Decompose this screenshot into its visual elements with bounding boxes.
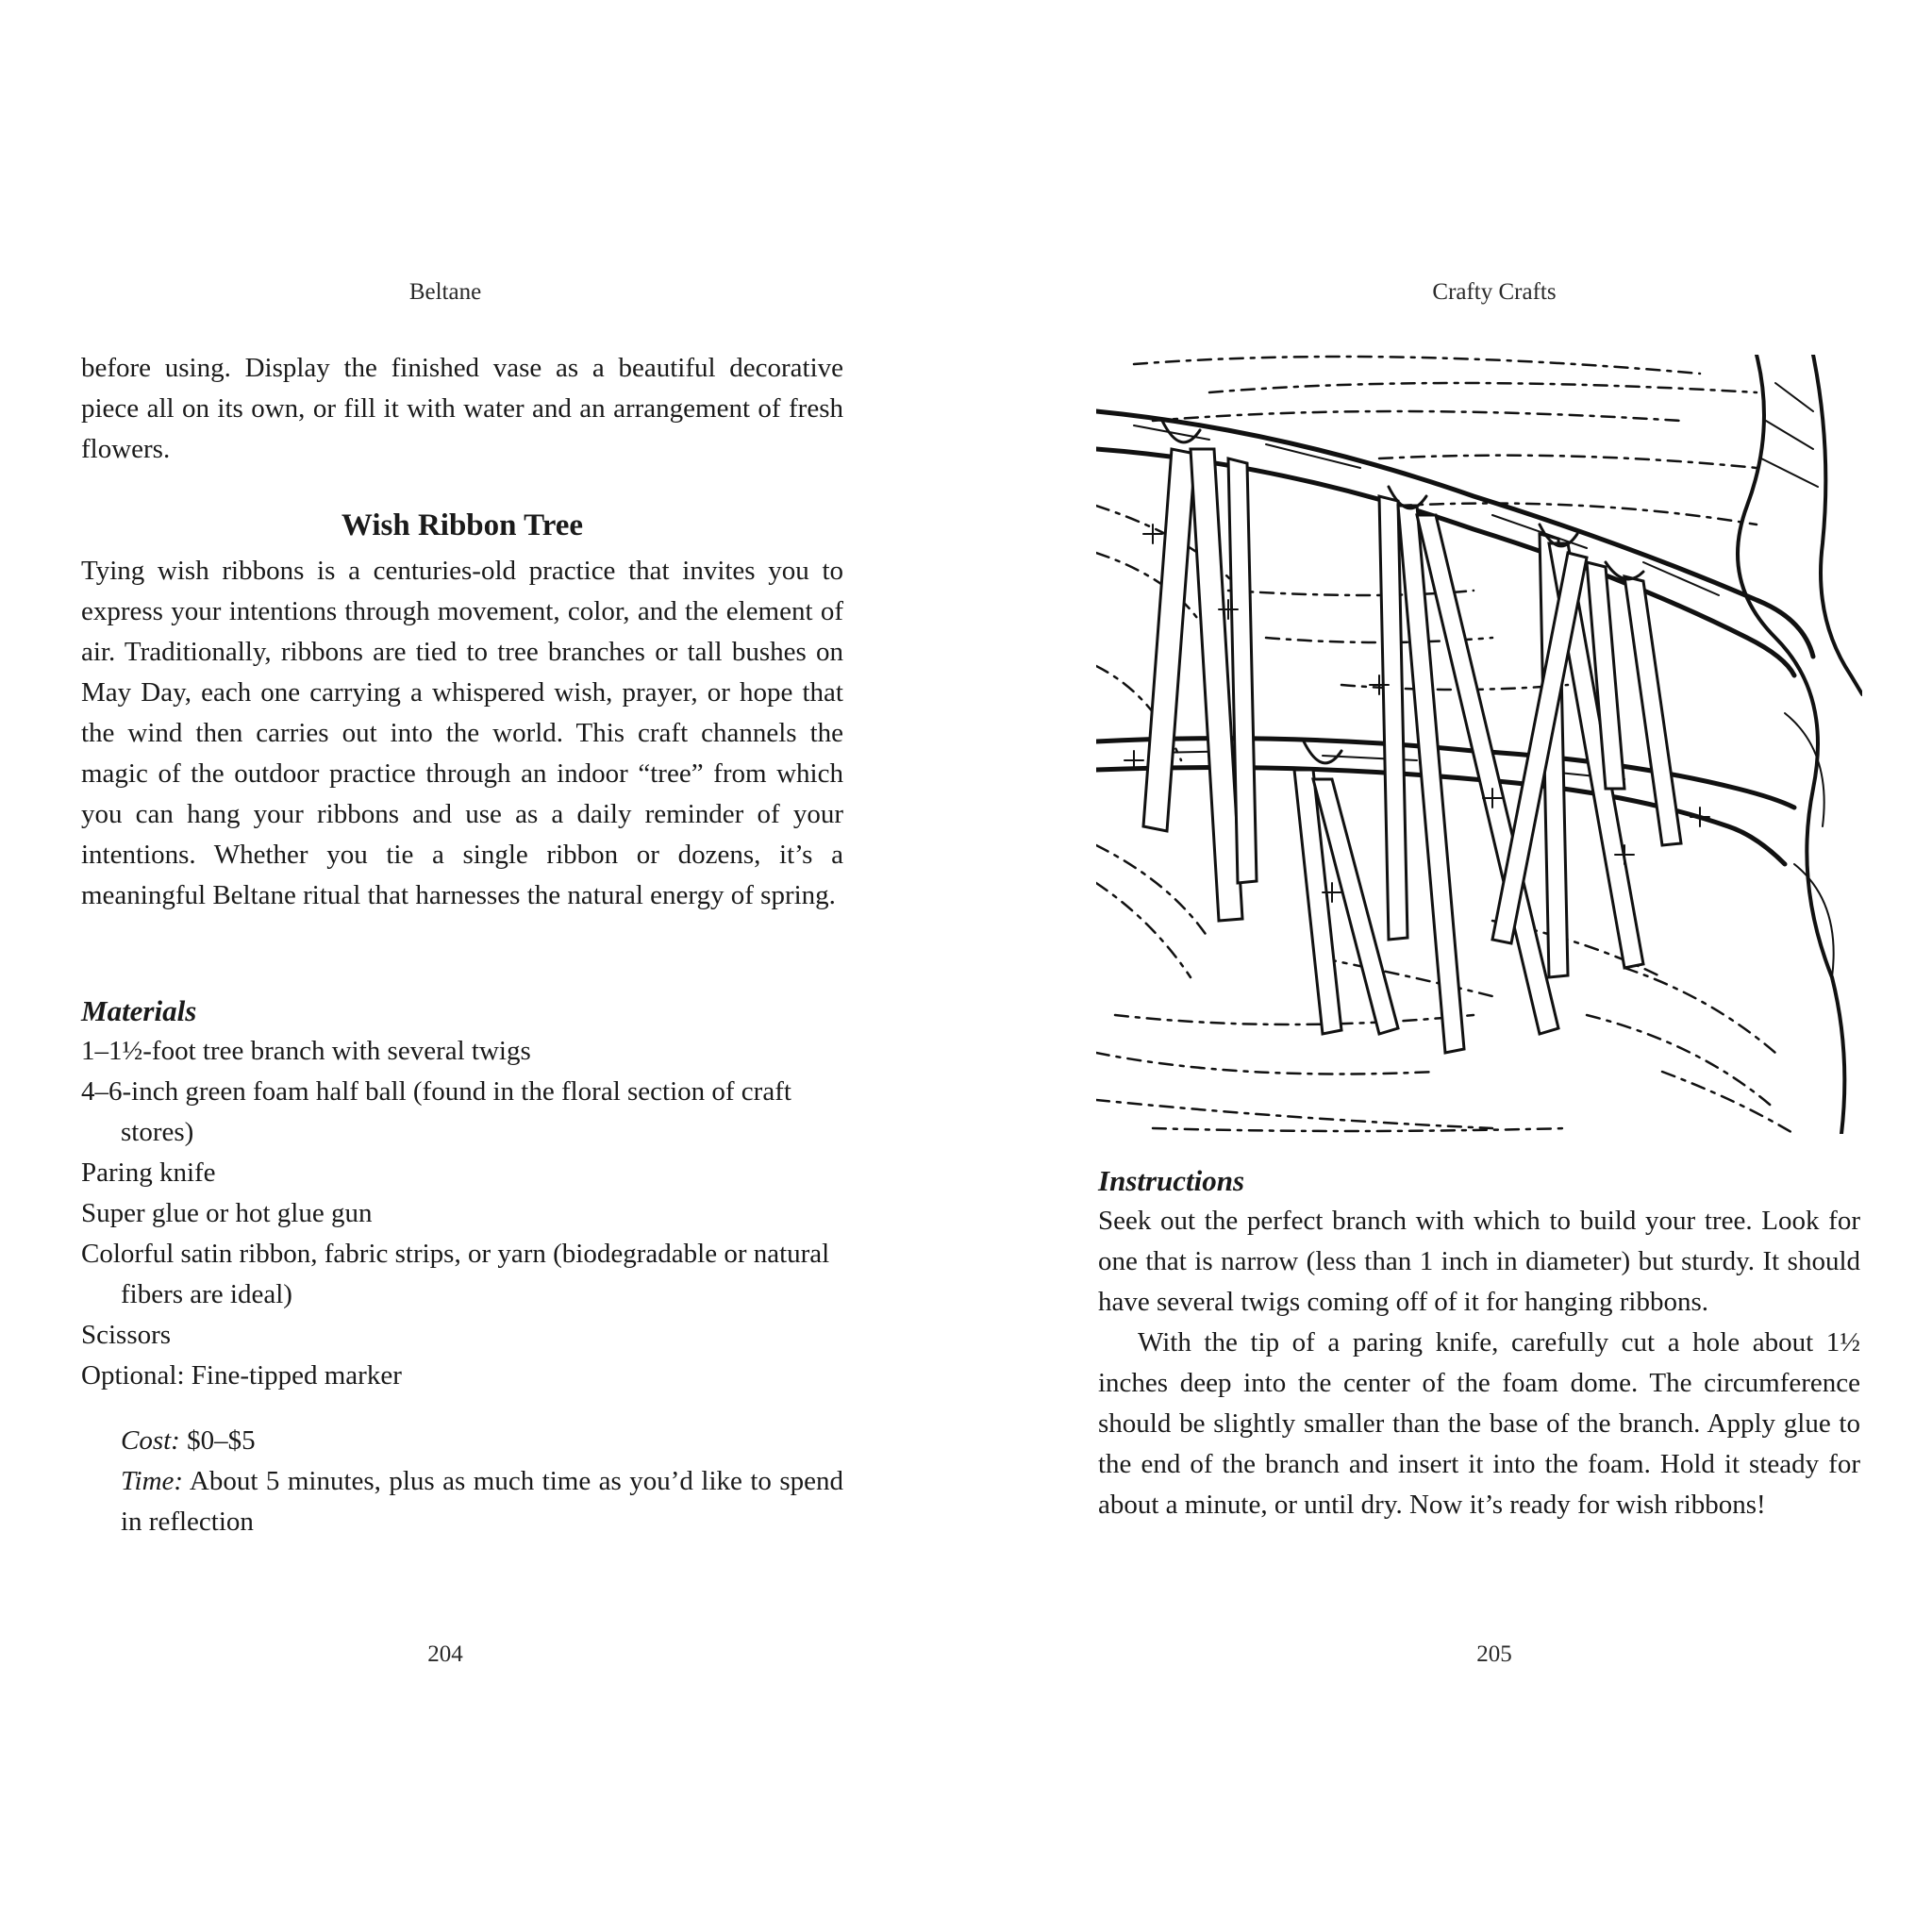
- cost-label: Cost:: [121, 1425, 180, 1456]
- instructions-section: [1098, 1160, 1860, 1525]
- materials-heading: Materials: [81, 994, 197, 1027]
- cost-time-block: [81, 1421, 843, 1542]
- page-number: 205: [1476, 1641, 1512, 1667]
- list-item: Scissors: [81, 1320, 172, 1350]
- page-number: 204: [427, 1641, 463, 1667]
- instructions-paragraph-1: Seek out the perfect branch with which to build your tree. Look for one that is narrow (less than 1 inch in diameter) but sturdy. It should have several twigs coming off of it for hanging ribbons.: [1098, 1206, 1860, 1317]
- materials-section: [81, 991, 843, 1396]
- tree-trunk: [1738, 355, 1862, 1134]
- description-block: [81, 551, 843, 916]
- instructions-heading: Instructions: [1098, 1164, 1245, 1197]
- list-item: 4–6-inch green foam half ball (found in the floral section of craft stores): [81, 1076, 791, 1147]
- description-paragraph: Tying wish ribbons is a centuries-old practice that invites you to express your intentions through movement, color, and the element of air. Traditionally, ribbons are tied to tree branches or tall bushes on May Day, each one carrying a whispered wish, prayer, or hope that the wind then carries out into the world. This craft channels the magic of the outdoor practice through an indoor “tree” from which you can hang your ribbons and use as a daily reminder of your intentions. Whether you tie a single ribbon or dozens, it’s a meaningful Beltane ritual that harnesses the natural energy of spring.: [81, 556, 843, 910]
- intro-paragraph-block: [81, 348, 843, 470]
- intro-paragraph: before using. Display the finished vase as a beautiful decorative piece all on its own, or fill it with water and an arrangement of fresh flowers.: [81, 353, 843, 464]
- materials-list: [81, 1031, 843, 1396]
- time-label: Time:: [121, 1466, 184, 1496]
- list-item: Paring knife: [81, 1158, 216, 1188]
- list-item: Super glue or hot glue gun: [81, 1198, 373, 1228]
- list-item: 1–1½-foot tree branch with several twigs: [81, 1036, 531, 1066]
- running-head: Crafty Crafts: [1432, 279, 1557, 305]
- time-value: About 5 minutes, plus as much time as you’d like to spend in reflection: [121, 1466, 843, 1537]
- wish-ribbon-tree-illustration: [1096, 355, 1862, 1134]
- cost-value: $0–$5: [179, 1425, 256, 1456]
- list-item: Optional: Fine-tipped marker: [81, 1360, 402, 1391]
- section-title: Wish Ribbon Tree: [341, 508, 584, 542]
- list-item: Colorful satin ribbon, fabric strips, or yarn (biodegradable or natural fibers are ideal): [81, 1239, 830, 1309]
- instructions-paragraph-2: With the tip of a paring knife, carefully cut a hole about 1½ inches deep into the center of the foam dome. The circumference should be slightly smaller than the base of the branch. Apply glue to the end of the branch and insert it into the foam. Hold it steady for about a minute, or until dry. Now it’s ready for wish ribbons!: [1098, 1327, 1860, 1520]
- running-head: Beltane: [408, 279, 482, 305]
- time-line: [81, 1461, 843, 1542]
- cost-line: [81, 1421, 843, 1461]
